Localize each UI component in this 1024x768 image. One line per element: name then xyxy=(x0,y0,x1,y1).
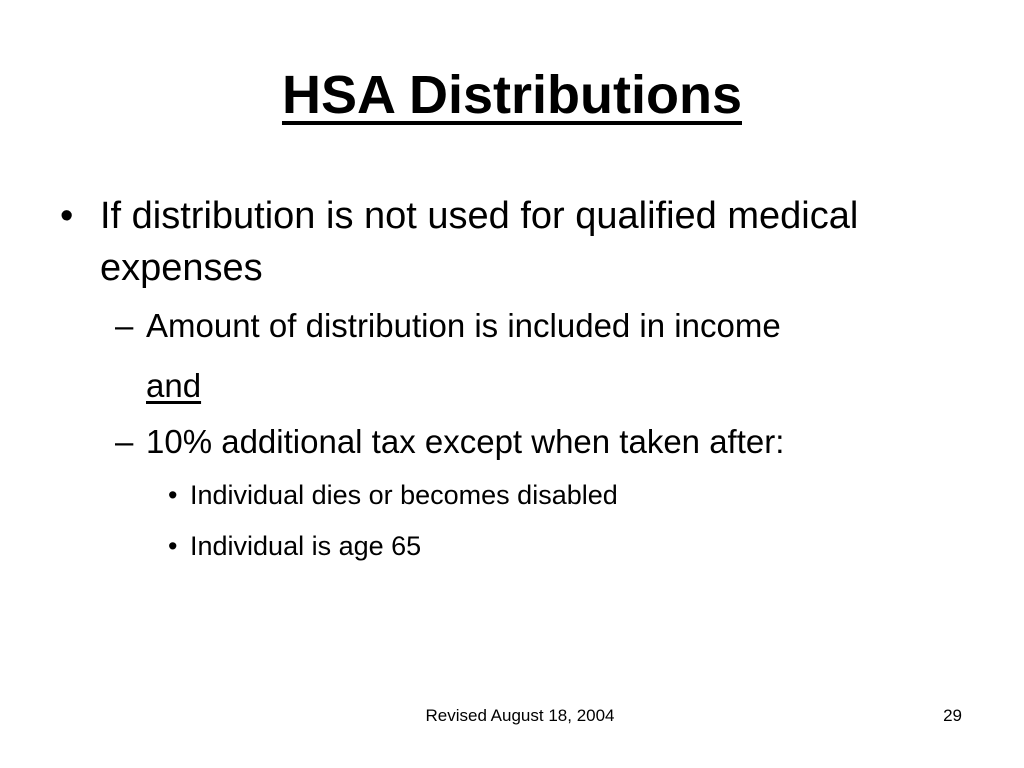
sub-sub-item-text: Individual dies or becomes disabled xyxy=(190,480,618,510)
footer-page-number: 29 xyxy=(943,706,962,725)
sub-item-marker: – xyxy=(115,423,134,460)
slide-title xyxy=(0,62,1024,128)
bullet-item xyxy=(60,190,940,294)
sub-item xyxy=(115,422,975,462)
sub-sub-item-text: Individual is age 65 xyxy=(190,531,422,561)
bullet-marker: • xyxy=(60,195,74,237)
sub-item-text: Amount of distribution is included in income xyxy=(146,307,781,344)
slide-title-text: HSA Distributions xyxy=(281,65,742,125)
sub-sub-item xyxy=(168,478,928,512)
sub-sub-item xyxy=(168,529,928,563)
sub-sub-item-marker: • xyxy=(168,531,178,561)
sub-item-text: 10% additional tax except when taken after: xyxy=(146,423,785,460)
sub-sub-item-marker: • xyxy=(168,480,178,510)
conjunction-text: and xyxy=(146,367,202,404)
footer-revised-date: Revised August 18, 2004 xyxy=(425,706,615,725)
sub-item xyxy=(115,306,975,346)
sub-item-marker: – xyxy=(115,307,134,344)
bullet-text: If distribution is not used for qualified medical expenses xyxy=(100,195,859,289)
